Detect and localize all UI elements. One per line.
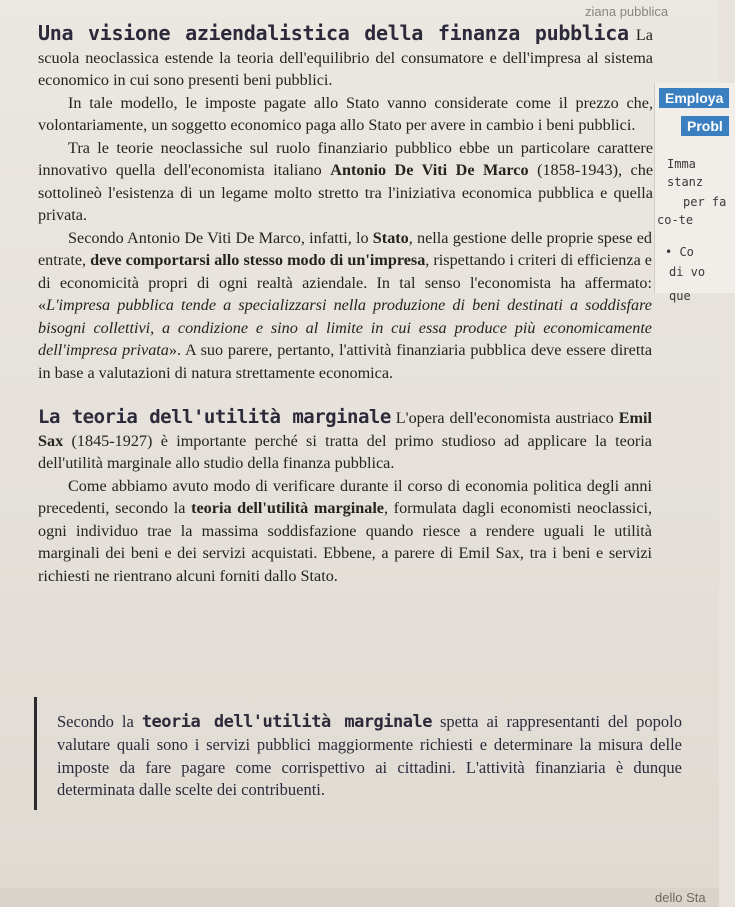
section1-p4: Secondo Antonio De Viti De Marco, infatti, lo Stato, nella gestione delle proprie spese ed entrate, deve comportarsi allo stesso modo di un'impresa, rispettando i criteri di efficienza e di economicità propri di ogni realtà aziendale. In tal senso l'economista ha affermato: «L'impresa pubblica tende a specializzarsi nella produzione di beni destinati a soddisfare bisogni collettivi, a condizione e sino al limite in cui essa produce più economicamente dell'impresa privata». A suo parere, pertanto, l'attività finanziaria pubblica deve essere diretta in base a valutazioni di natura strettamente economica. <box>38 228 652 382</box>
section2-p2: Come abbiamo avuto modo di verificare durante il corso di economia politica degli anni precedenti, secondo la teoria dell'utilità marginale, formulata dagli economisti neoclassici, ogni individuo trae la massima soddisfazione quando riesce a rendere uguali le utilità marginali dei beni e dei servizi acquistati. Ebbene, a parere di Emil Sax, tra i beni e servizi richiesti ne rientrano alcuni forniti dallo Stato. <box>38 476 652 585</box>
section1-p2: In tale modello, le imposte pagate allo Stato vanno considerate come il prezzo che, volontariamente, un soggetto economico paga allo Stato per avere in cambio i beni pubblici. <box>38 93 653 134</box>
bottom-strip <box>0 888 719 907</box>
summary-box: Secondo la teoria dell'utilità marginale spetta ai rappresentanti del popolo valutare quali sono i servizi pubblici maggiormente richiesti e determinare la misura delle imposte da fare pagare come corrispettivo ai cittadini. L'attività finanziaria è dunque determinata dalle scelte dei contribuenti. <box>34 697 682 810</box>
box-keyword: teoria dell'utilità marginale <box>141 712 432 732</box>
side-line: co-te <box>657 213 694 227</box>
side-tag-problem: Probl <box>681 116 729 136</box>
keyword-impresa: deve comportarsi allo stesso modo di un'impresa <box>90 251 426 269</box>
quote-de-viti: L'impresa pubblica tende a specializzarsi nella produzione di beni destinati a soddisfare bisogni collettivi, a condizione e sino al limite in cui essa produce più economicamente dell'impresa privata <box>38 296 652 359</box>
section1-title: Una visione aziendalistica della finanza pubblica <box>38 21 629 45</box>
side-line: per fa <box>683 195 727 209</box>
side-line: stanz <box>667 175 704 189</box>
name-de-viti: Antonio De Viti De Marco <box>330 161 529 179</box>
side-line: di vo <box>669 265 706 279</box>
keyword-utilita-marginale: teoria dell'utilità marginale <box>191 499 384 517</box>
section2-title: La teoria dell'utilità marginale <box>38 406 391 428</box>
main-column <box>38 22 678 587</box>
running-head: ziana pubblica <box>585 4 669 19</box>
section1-p3: Tra le teorie neoclassiche sul ruolo finanziario pubblico ebbe un particolare carattere innovativo quella dell'economista italiano Antonio De Viti De Marco (1858-1943), che sottolineò l'esistenza di un legame molto stretto tra l'iniziativa economica pubblica e quella privata. <box>38 138 654 224</box>
section2-intro: La teoria dell'utilità marginale L'opera dell'economista austriaco Emil Sax (1845-1927) è importante perché si tratta del primo studioso ad applicare la teoria dell'utilità marginale allo studio della finanza pubblica. <box>38 406 653 472</box>
bottom-text: dello Sta <box>655 890 706 905</box>
side-line: • Co <box>665 245 694 259</box>
name-emil-sax: Emil Sax <box>38 409 653 450</box>
section1-intro <box>38 22 653 92</box>
side-tag-employability: Employa <box>659 88 729 108</box>
side-line: Imma <box>667 157 696 171</box>
section1-p1: La scuola neoclassica estende la teoria dell'equilibrio del consumatore e dell'impresa al sistema economico in cui sono presenti beni pubblici. <box>38 26 653 89</box>
keyword-stato: Stato <box>372 228 409 247</box>
side-line: que <box>669 289 691 303</box>
